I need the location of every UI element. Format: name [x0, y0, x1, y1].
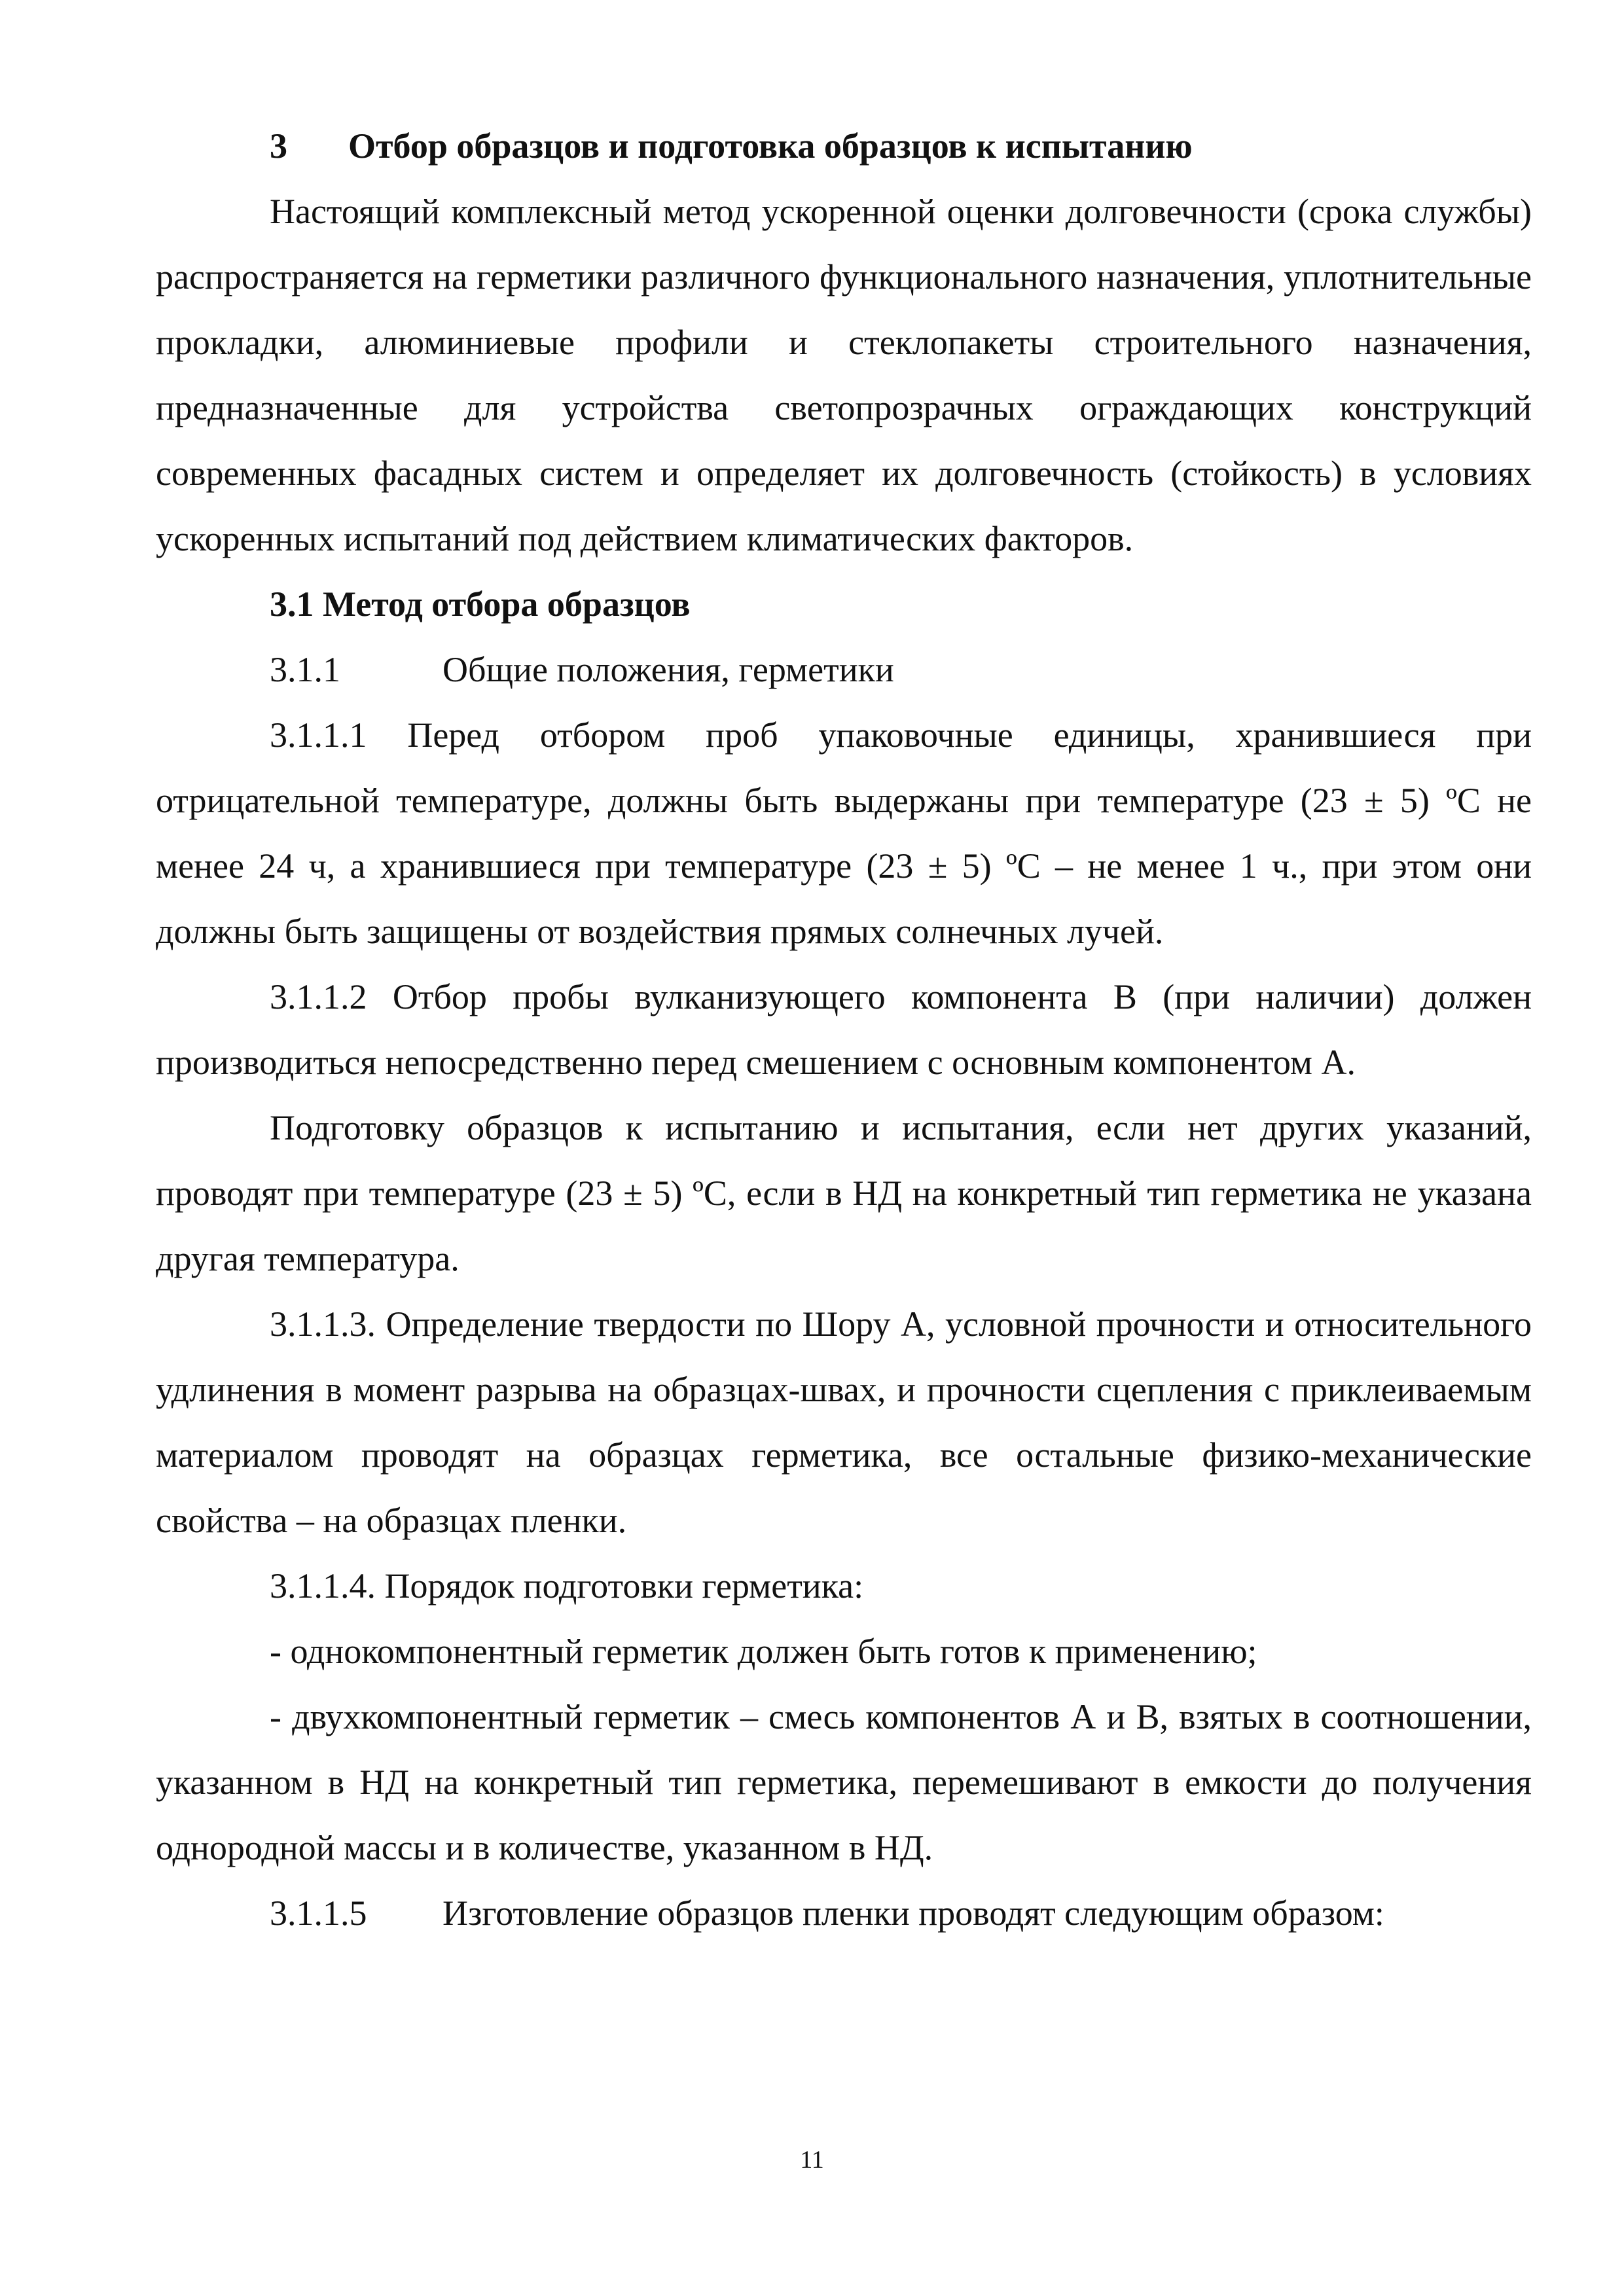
clause-3-1-1-number: 3.1.1	[270, 650, 340, 689]
list-item-two-component: - двухкомпонентный герметик – смесь компонентов А и В, взятых в соотношении, указанном в НД на конкретный тип герметика, перемешивают в емкости до получения однородной массы и в количестве, указанном в НД.	[156, 1697, 1532, 1867]
intro-paragraph: Настоящий комплексный метод ускоренной оценки долговечности (срока службы) распространяется на герметики различного функционального назначения, уплотнительные прокладки, алюминиевые профили и стеклопакеты строительного назначения, предназначенные для устройства светопрозрачных ограждающих конструкций современных фасадных систем и определяет их долговечность (стойкость) в условиях ускоренных испытаний под действием климатических факторов.	[156, 192, 1532, 558]
clause-3-1-1-title: Общие положения, герметики	[442, 650, 894, 689]
clause-3-1-1-5	[156, 1880, 1532, 1946]
paragraph-3-1-1-1: 3.1.1.1 Перед отбором проб упаковочные единицы, хранившиеся при отрицательной температуре, должны быть выдержаны при температуре (23 ± 5) ºС не менее 24 ч, а хранившиеся при температуре (23 ± 5) ºС – не менее 1 ч., при этом они должны быть защищены от воздействия прямых солнечных лучей.	[156, 715, 1532, 951]
paragraph-sample-preparation: Подготовку образцов к испытанию и испытания, если нет других указаний, проводят при температуре (23 ± 5) ºС, если в НД на конкретный тип герметика не указана другая температура.	[156, 1108, 1532, 1278]
page-number: 11	[800, 2146, 824, 2174]
section-title: Отбор образцов и подготовка образцов к испытанию	[348, 126, 1193, 166]
page-body	[156, 113, 1532, 1946]
clause-3-1-1-5-text: Изготовление образцов пленки проводят следующим образом:	[442, 1893, 1384, 1933]
paragraph-3-1-1-2: 3.1.1.2 Отбор пробы вулканизующего компонента В (при наличии) должен производиться непосредственно перед смешением с основным компонентом А.	[156, 977, 1532, 1082]
paragraph-3-1-1-3: 3.1.1.3. Определение твердости по Шору А, условной прочности и относительного удлинения в момент разрыва на образцах-швах, и прочности сцепления с приклеиваемым материалом проводят на образцах герметика, все остальные физико-механические свойства – на образцах пленки.	[156, 1304, 1532, 1540]
list-item-one-component: - однокомпонентный герметик должен быть готов к применению;	[270, 1632, 1257, 1671]
clause-3-1-1-heading	[156, 637, 1532, 702]
section-heading	[156, 113, 1532, 179]
paragraph-3-1-1-4: 3.1.1.4. Порядок подготовки герметика:	[270, 1566, 864, 1605]
clause-3-1-1-5-number: 3.1.1.5	[270, 1893, 367, 1933]
subsection-heading: 3.1 Метод отбора образцов	[270, 584, 691, 624]
section-number: 3	[270, 126, 287, 166]
